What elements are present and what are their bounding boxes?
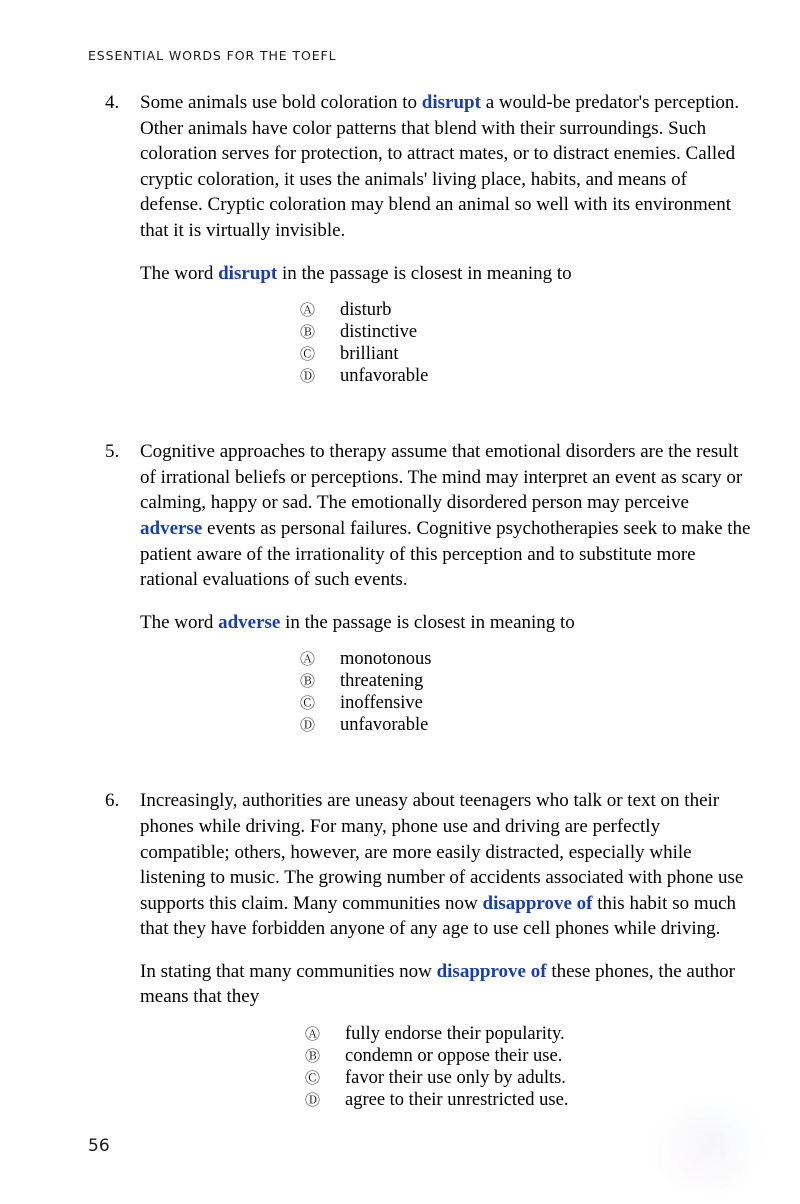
answer-option-a[interactable] bbox=[300, 648, 752, 670]
option-label: distinctive bbox=[340, 322, 418, 343]
option-marker-d-icon: Ⓓ bbox=[305, 1091, 321, 1110]
prompt-text-after: in the passage is closest in meaning to bbox=[280, 611, 575, 633]
option-marker-c-icon: Ⓒ bbox=[300, 345, 316, 364]
option-marker-a-icon: Ⓐ bbox=[305, 1025, 321, 1044]
option-label: inoffensive bbox=[340, 693, 423, 714]
answer-option-c[interactable] bbox=[300, 692, 752, 714]
option-label: agree to their unrestricted use. bbox=[345, 1090, 569, 1111]
answer-option-c[interactable] bbox=[300, 343, 752, 365]
question-number: 4. bbox=[105, 92, 120, 113]
answer-option-a[interactable] bbox=[300, 299, 752, 321]
answer-options bbox=[300, 299, 752, 387]
prompt-vocabulary-word: disrupt bbox=[218, 262, 278, 284]
option-label: fully endorse their popularity. bbox=[345, 1024, 565, 1045]
option-label: unfavorable bbox=[340, 366, 429, 387]
option-marker-c-icon: Ⓒ bbox=[305, 1069, 321, 1088]
question-prompt bbox=[140, 959, 752, 1010]
option-marker-d-icon: Ⓓ bbox=[300, 716, 316, 735]
question-block bbox=[0, 788, 800, 1111]
prompt-text-before: In stating that many communities now bbox=[140, 960, 437, 982]
question-passage bbox=[140, 90, 752, 244]
option-label: favor their use only by adults. bbox=[345, 1068, 566, 1089]
option-label: unfavorable bbox=[340, 715, 429, 736]
vocabulary-word: disrupt bbox=[421, 92, 481, 113]
option-marker-b-icon: Ⓑ bbox=[300, 672, 316, 691]
answer-option-d[interactable] bbox=[300, 714, 752, 736]
prompt-text-before: The word bbox=[140, 611, 219, 633]
passage-text-after: a would-be predator's perception. Other animals have color patterns that blend with their surroundings. Such coloration serves for protection, to attract mates, or to distract enemies. Called cryptic coloration, it uses the animals' living place, habits, and means of defense. Cryptic coloration may blend an animal so well with its environment that it is virtually invisible. bbox=[140, 92, 740, 241]
question-prompt bbox=[140, 261, 752, 287]
option-label: disturb bbox=[340, 300, 392, 321]
answer-option-d[interactable] bbox=[305, 1089, 752, 1111]
option-label: brilliant bbox=[340, 344, 399, 365]
prompt-text-after: these phones, the author means that they bbox=[140, 960, 735, 1008]
option-marker-c-icon: Ⓒ bbox=[300, 694, 316, 713]
passage-text-before: Cognitive approaches to therapy assume that emotional disorders are the result of irrational beliefs or perceptions. The mind may interpret an event as scary or calming, happy or sad. The emotionally disordered person may perceive bbox=[140, 441, 743, 514]
option-marker-a-icon: Ⓐ bbox=[300, 301, 316, 320]
question-block bbox=[0, 439, 800, 736]
question-passage bbox=[140, 439, 752, 593]
passage-text-before: Increasingly, authorities are uneasy about teenagers who talk or text on their phones while driving. For many, phone use and driving are perfectly compatible; others, however, are more easily distracted, especially while listening to music. The growing number of accidents associated with phone use supports this claim. Many communities now bbox=[140, 790, 744, 914]
prompt-text-before: The word bbox=[140, 262, 219, 284]
answer-option-c[interactable] bbox=[305, 1067, 752, 1089]
question-block bbox=[0, 90, 800, 387]
running-head: ESSENTIAL WORDS FOR THE TOEFL bbox=[88, 48, 337, 63]
option-marker-b-icon: Ⓑ bbox=[300, 323, 316, 342]
answer-option-b[interactable] bbox=[300, 321, 752, 343]
vocabulary-word: disapprove of bbox=[482, 892, 593, 914]
option-marker-a-icon: Ⓐ bbox=[300, 650, 316, 669]
passage-text-after: this habit so much that they have forbidden anyone of any age to use cell phones while driving. bbox=[140, 892, 737, 940]
option-marker-d-icon: Ⓓ bbox=[300, 367, 316, 386]
answer-option-d[interactable] bbox=[300, 365, 752, 387]
answer-option-a[interactable] bbox=[305, 1023, 752, 1045]
page-number: 56 bbox=[88, 1136, 110, 1156]
question-prompt bbox=[140, 610, 752, 636]
option-label: condemn or oppose their use. bbox=[345, 1046, 563, 1067]
passage-text-after: events as personal failures. Cognitive psychotherapies seek to make the patient aware of the irrationality of this perception and to substitute more rational evaluations of such events. bbox=[140, 517, 751, 591]
prompt-text-after: in the passage is closest in meaning to bbox=[277, 262, 572, 284]
vocabulary-word: adverse bbox=[140, 517, 203, 539]
option-marker-b-icon: Ⓑ bbox=[305, 1047, 321, 1066]
answer-option-b[interactable] bbox=[305, 1045, 752, 1067]
prompt-vocabulary-word: disapprove of bbox=[436, 960, 547, 982]
question-passage bbox=[140, 788, 752, 942]
option-label: threatening bbox=[340, 671, 424, 692]
prompt-vocabulary-word: adverse bbox=[218, 611, 281, 633]
passage-text-before: Some animals use bold coloration to bbox=[140, 92, 422, 113]
answer-option-b[interactable] bbox=[300, 670, 752, 692]
option-label: monotonous bbox=[340, 649, 432, 670]
answer-options bbox=[305, 1023, 752, 1111]
question-number: 5. bbox=[105, 441, 120, 463]
page-content bbox=[0, 90, 800, 1151]
question-number: 6. bbox=[105, 790, 120, 812]
answer-options bbox=[300, 648, 752, 736]
